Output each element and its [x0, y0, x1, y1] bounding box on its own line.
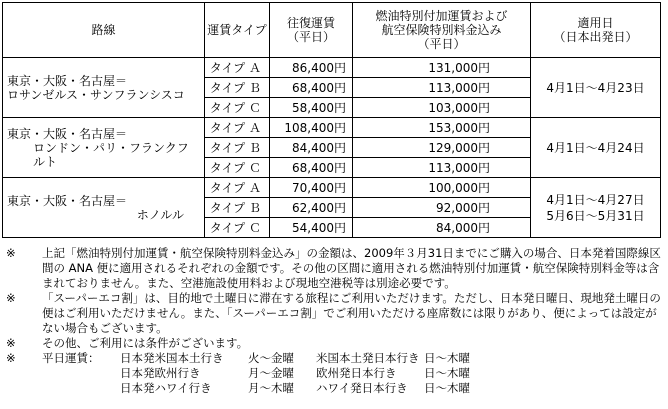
roundtrip-fare-cell: 84,400円: [270, 138, 353, 158]
fare-type-cell: タイプ Ｃ: [205, 218, 270, 238]
roundtrip-fare-cell: 86,400円: [270, 58, 353, 78]
route-destination: ロサンゼルス・サンフランシスコ: [7, 87, 185, 102]
table-row: [3, 58, 661, 78]
roundtrip-fare-cell: 54,400円: [270, 218, 353, 238]
note-mark: ※: [6, 291, 16, 305]
note-text: 「スーパーエコ割」は、目的地で土曜日に滞在する旅程にご利用いただけます。ただし、日本発日曜日、現地発土曜日の便はご利用いただけません。また、「スーパーエコ割」でご利用いただける座席数には限りがあり、便によっては設定がない場合もございます。: [42, 291, 661, 335]
roundtrip-fare-cell: 62,400円: [270, 198, 353, 218]
weekday-cell: 日～木曜: [424, 381, 470, 395]
roundtrip-fare-cell: 58,400円: [270, 98, 353, 118]
total-fare-cell: 84,000円: [353, 218, 531, 238]
roundtrip-fare-cell: 70,400円: [270, 178, 353, 198]
fare-type-cell: タイプ Ｃ: [205, 158, 270, 178]
fare-table: [2, 2, 661, 238]
fare-type-cell: タイプ Ｂ: [205, 198, 270, 218]
period-cell: 4月1日～4月23日: [531, 58, 661, 118]
header-route: 路線: [3, 3, 205, 58]
total-fare-cell: 92,000円: [353, 198, 531, 218]
total-fare-cell: 153,000円: [353, 118, 531, 138]
weekday-cell: ハワイ発日本行き: [316, 381, 408, 395]
weekday-cell: 日本発欧州行き: [120, 366, 201, 380]
route-origin: 東京・大阪・名古屋＝: [7, 193, 128, 208]
route-cell: [3, 118, 205, 178]
period-cell: 4月1日～4月24日: [531, 118, 661, 178]
note-surcharge: [6, 246, 662, 291]
route-origin: 東京・大阪・名古屋＝: [7, 73, 128, 88]
fare-type-cell: タイプ Ａ: [205, 58, 270, 78]
note-conditions: [6, 336, 662, 351]
header-fare-type: 運賃タイプ: [205, 3, 270, 58]
notes-section: [6, 246, 662, 396]
header-fare-with-surcharge: 燃油特別付加運賃および 航空保険特別料金込み （平日）: [353, 3, 531, 58]
note-text: その他、ご利用には条件がございます。: [42, 336, 249, 350]
fare-type-cell: タイプ Ａ: [205, 118, 270, 138]
total-fare-cell: 103,000円: [353, 98, 531, 118]
note-mark: ※: [6, 246, 16, 260]
table-row: [3, 178, 661, 198]
roundtrip-fare-cell: 68,400円: [270, 78, 353, 98]
fare-type-cell: タイプ Ｃ: [205, 98, 270, 118]
note-text: 上記「燃油特別付加運賃・航空保険特別料金込み」の金額は、2009年３月31日までにご購入の場合、日本発着国際線区間の ANA 便に適用されるそれぞれの金額です。その他の区間に適用される燃油特別付加運賃・航空保険特別料金等は含まれておりません。また、空港施設使用料および現地空港税等は別途必要です。: [42, 246, 661, 290]
route-origin: 東京・大阪・名古屋＝: [7, 126, 128, 141]
note-super-eco: [6, 291, 662, 336]
fare-type-cell: タイプ Ｂ: [205, 138, 270, 158]
weekday-cell: 欧州発日本行き: [316, 366, 397, 380]
route-destination: ホノルル: [136, 207, 184, 222]
fare-type-cell: タイプ Ｂ: [205, 78, 270, 98]
route-cell: [3, 178, 205, 238]
weekday-cell: 米国本土発日本行き: [316, 351, 420, 365]
route-destination: ロンドン・パリ・フランクフルト: [33, 140, 189, 169]
route-cell: [3, 58, 205, 118]
weekday-cell: 日本発米国本土行き: [120, 351, 224, 365]
note-weekday-fares: [6, 351, 662, 396]
header-period: 適用日 （日本出発日）: [531, 3, 661, 58]
weekday-cell: 火～金曜: [248, 351, 294, 365]
weekday-fare-grid: [42, 351, 662, 396]
header-roundtrip-fare: 往復運賃 （平日）: [270, 3, 353, 58]
weekday-cell: 月～金曜: [248, 366, 294, 380]
total-fare-cell: 131,000円: [353, 58, 531, 78]
note-mark: ※: [6, 351, 16, 365]
weekday-cell: 日～木曜: [424, 351, 470, 365]
table-row: [3, 118, 661, 138]
total-fare-cell: 129,000円: [353, 138, 531, 158]
total-fare-cell: 113,000円: [353, 78, 531, 98]
roundtrip-fare-cell: 108,400円: [270, 118, 353, 138]
weekday-cell: 日本発ハワイ行き: [120, 381, 212, 395]
weekday-cell: 月～木曜: [248, 381, 294, 395]
note-mark: ※: [6, 336, 16, 350]
fare-type-cell: タイプ Ａ: [205, 178, 270, 198]
weekday-label: 平日運賃：: [42, 351, 100, 365]
roundtrip-fare-cell: 68,400円: [270, 158, 353, 178]
total-fare-cell: 100,000円: [353, 178, 531, 198]
header-row: [3, 3, 661, 58]
weekday-cell: 日～木曜: [424, 366, 470, 380]
total-fare-cell: 113,000円: [353, 158, 531, 178]
period-cell: 4月1日～4月27日 5月6日～5月31日: [531, 178, 661, 238]
